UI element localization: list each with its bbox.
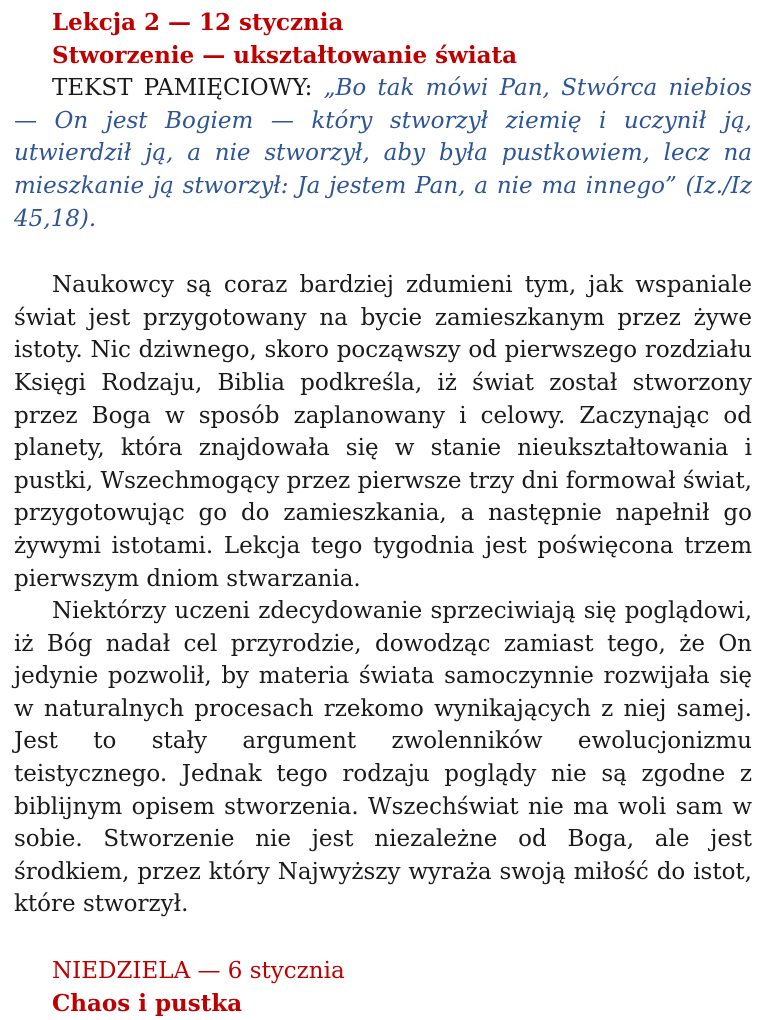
document-page	[14, 0, 752, 1020]
memory-verse	[14, 72, 752, 235]
memory-verse-text: „Bo tak mówi Pan, Stwórca niebios — On jest Bogiem — który stworzył ziemię i uczynił ją, utwierdził ją, a nie stworzył, aby była pustkowiem, lecz na mieszkanie ją stworzył: Ja jestem Pan, a nie ma innego” (Iz./Iz 45,18).	[14, 75, 752, 232]
intro-paragraph-1: Naukowcy są coraz bardziej zdumieni tym, jak wspaniale świat jest przygotowany na bycie zamieszkanym przez żywe istoty. Nic dziwnego, skoro począwszy od pierwszego rozdziału Księgi Rodzaju, Biblia podkreśla, iż świat został stworzony przez Boga w sposób zaplanowany i celowy. Zaczynając od planety, która znajdowała się w stanie nieukształtowania i pustki, Wszechmogący przez pierwsze trzy dni formował świat, przygotowując go do zamieszkania, a następnie napełnił go żywymi istotami. Lekcja tego tygodnia jest poświęcona trzem pierwszym dniom stwarzania.	[14, 272, 752, 592]
intro-paragraph-2: Niektórzy uczeni zdecydowanie sprzeciwiają się poglądowi, iż Bóg nadał cel przyrodzie, dowodząc zamiast tego, że On jedynie pozwolił, by materia świata samoczynnie rozwijała się w naturalnych procesach rzekomo wynikających z niej samej. Jest to stały argument zwolenników ewolucjonizmu teistycznego. Jednak tego rodzaju poglądy nie są zgodne z biblijnym opisem stworzenia. Wszechświat nie ma woli sam w sobie. Stworzenie nie jest niezależne od Boga, ale jest środkiem, przez który Najwyższy wyraża swoją miłość do istot, które stworzył.	[14, 598, 752, 918]
day-title: Chaos i pustka	[52, 989, 243, 1017]
lesson-line: Lekcja 2 — 12 stycznia	[52, 9, 344, 36]
day-line: NIEDZIELA — 6 stycznia	[52, 958, 345, 985]
memory-verse-label: TEKST PAMIĘCIOWY:	[52, 75, 324, 102]
lesson-title: Stworzenie — ukształtowanie świata	[52, 41, 518, 69]
